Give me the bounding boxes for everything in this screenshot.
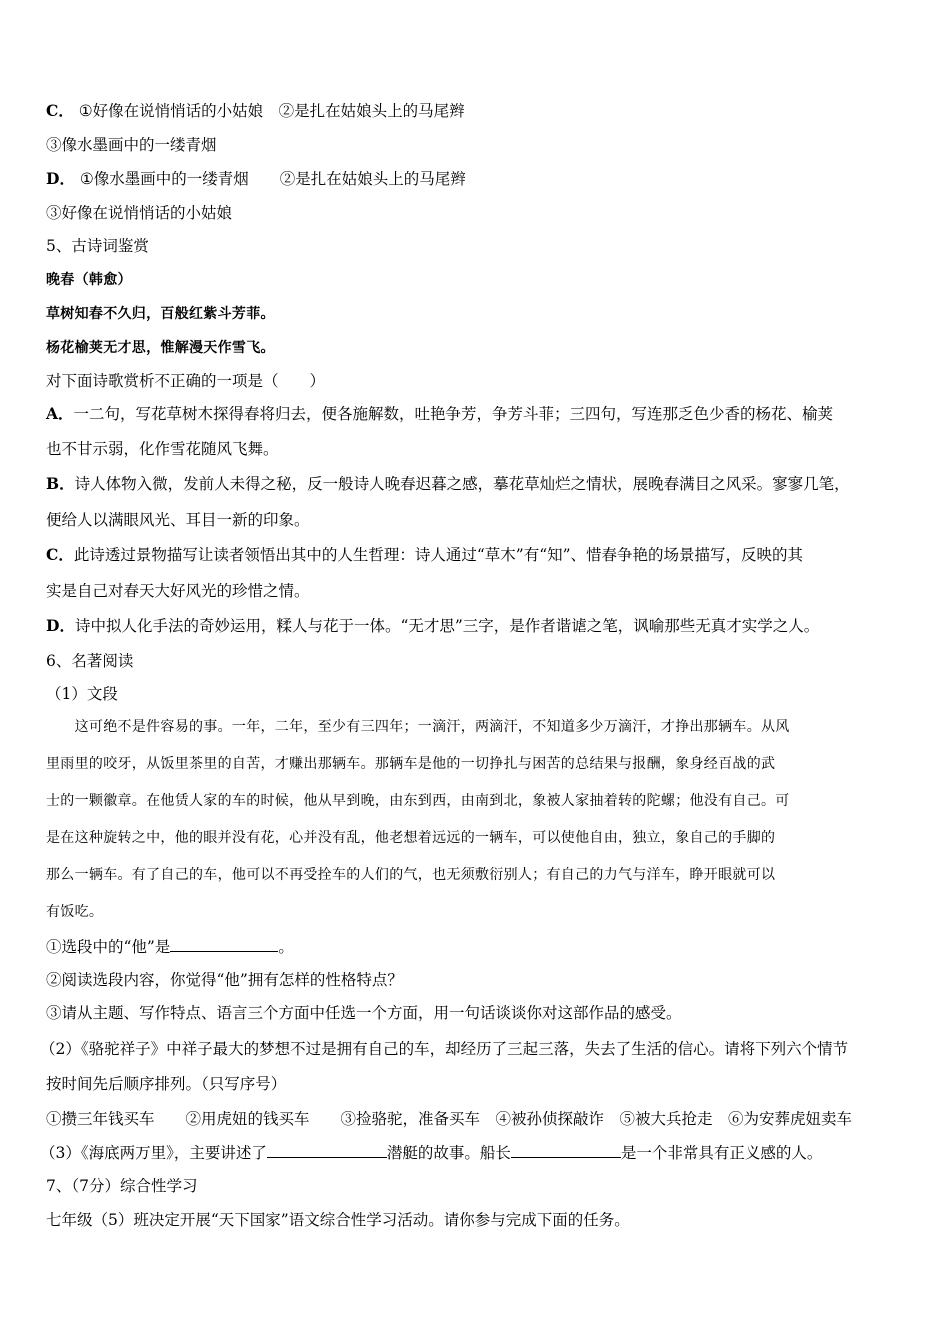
q5-option-c-line1 bbox=[46, 544, 904, 566]
q6-part1-label: （1）文段 bbox=[46, 685, 118, 703]
q6-part2-events: ①攒三年钱买车 ②用虎妞的钱买车 ③捡骆驼，准备买车 ④被孙侦探敲诈 ⑤被大兵抢走 ⑥为安葬虎妞卖车 bbox=[46, 1110, 853, 1128]
excerpt-line-5: 那么一辆车。有了自己的车，他可以不再受拴车的人们的气，也无须敷衍别人；有自己的力气与洋车，睁开眼就可以 bbox=[46, 867, 776, 883]
q6-heading: 6、名著阅读 bbox=[46, 652, 134, 670]
part3-text: （3）《海底两万里》，主要讲述了 bbox=[40, 1144, 267, 1162]
q5-option-d-line1 bbox=[46, 615, 904, 637]
option-text: 诗人体物入微，发前人未得之秘，反一般诗人晚春迟暮之感，摹花草灿烂之情状，展晚春满目之风采。寥寥几笔， bbox=[74, 475, 850, 493]
q4-option-c-line1 bbox=[46, 100, 904, 122]
part3-text: 潜艇的故事。船长 bbox=[386, 1144, 511, 1162]
q6-part2-line2: 按时间先后顺序排列。（只写序号） bbox=[46, 1075, 287, 1093]
excerpt-line-4: 是在这种旋转之中，他的眼并没有花，心并没有乱，他老想着远远的一辆车，可以使他自由，独立，象自己的手脚的 bbox=[46, 830, 776, 846]
q6-part2-line1: （2）《骆驼祥子》中祥子最大的梦想不过是拥有自己的车，却经历了三起三落，失去了生活的信心。请将下列六个情节 bbox=[40, 1040, 849, 1058]
option-label: D． bbox=[46, 616, 75, 635]
option-text: 诗中拟人化手法的奇妙运用，糅人与花于一体。“无才思”三字，是作者谐谑之笔，讽喻那些无真才实学之人。 bbox=[74, 617, 820, 635]
q7-intro: 七年级（5）班决定开展“天下国家”语文综合性学习活动。请你参与完成下面的任务。 bbox=[46, 1211, 630, 1229]
excerpt-line-3: 士的一颗徽章。在他赁人家的车的时候，他从早到晚，由东到西，由南到北，象被人家抽着转的陀螺；他没有自己。可 bbox=[46, 793, 790, 809]
q4-option-c-line2: ③像水墨画中的一缕青烟 bbox=[46, 136, 217, 154]
option-label: B． bbox=[46, 474, 75, 493]
q5-heading: 5、古诗词鉴赏 bbox=[46, 237, 149, 255]
answer-blank[interactable] bbox=[170, 936, 278, 952]
answer-blank[interactable] bbox=[511, 1142, 621, 1158]
q5-option-b-line1 bbox=[46, 473, 904, 495]
excerpt-line-6: 有饭吃。 bbox=[46, 904, 104, 920]
sub-question-suffix: 。 bbox=[278, 938, 294, 956]
option-text: 此诗透过景物描写让读者领悟出其中的人生哲理：诗人通过“草木”有“知”、惜春争艳的场景描写，反映的其 bbox=[73, 546, 804, 564]
q7-heading: 7、（7分）综合性学习 bbox=[46, 1177, 198, 1195]
q4-option-d-line1 bbox=[46, 168, 904, 190]
q5-question: 对下面诗歌赏析不正确的一项是（ ） bbox=[46, 372, 326, 390]
poem-line-1: 草树知春不久归，百般红紫斗芳菲。 bbox=[46, 306, 275, 322]
poem-line-2: 杨花榆荚无才思，惟解漫天作雪飞。 bbox=[46, 340, 275, 356]
q4-option-d-line2: ③好像在说悄悄话的小姑娘 bbox=[46, 204, 233, 222]
sub-question-text: ①选段中的“他”是 bbox=[46, 938, 171, 956]
q5-option-c-line2: 实是自己对春天大好风光的珍惜之情。 bbox=[46, 582, 310, 600]
q5-option-a-line1 bbox=[46, 403, 904, 425]
option-label: C． bbox=[46, 101, 74, 120]
option-label: D． bbox=[46, 169, 75, 188]
excerpt-line-2: 里雨里的咬牙，从饭里茶里的自苦，才赚出那辆车。那辆车是他的一切挣扎与困苦的总结果与报酬，象身经百战的武 bbox=[46, 756, 776, 772]
answer-blank[interactable] bbox=[267, 1142, 387, 1158]
q6-part3 bbox=[40, 1142, 904, 1164]
q6-sub1 bbox=[46, 936, 904, 958]
q5-option-b-line2: 便给人以满眼风光、耳目一新的印象。 bbox=[46, 511, 310, 529]
option-text: 一二句，写花草树木探得春将归去，便各施解数，吐艳争芳，争芳斗菲；三四句，写连那乏色少香的杨花、榆荚 bbox=[73, 405, 834, 423]
option-label: A． bbox=[46, 404, 74, 423]
part3-text: 是一个非常具有正义感的人。 bbox=[620, 1144, 823, 1162]
option-label: C． bbox=[46, 545, 74, 564]
excerpt-line-1: 这可绝不是件容易的事。一年，二年，至少有三四年；一滴汗，两滴汗，不知道多少万滴汗，才挣出那辆车。从风 bbox=[46, 719, 790, 735]
q6-sub2: ②阅读选段内容，你觉得“他”拥有怎样的性格特点？ bbox=[46, 971, 403, 989]
q6-sub3: ③请从主题、写作特点、语言三个方面中任选一个方面，用一句话谈谈你对这部作品的感受。 bbox=[46, 1004, 682, 1022]
poem-title: 晚春（韩愈） bbox=[46, 272, 132, 288]
option-text: ①好像在说悄悄话的小姑娘 ②是扎在姑娘头上的马尾辫 bbox=[78, 102, 465, 120]
option-text: ①像水墨画中的一缕青烟 ②是扎在姑娘头上的马尾辫 bbox=[79, 170, 466, 188]
q5-option-a-line2: 也不甘示弱，化作雪花随风飞舞。 bbox=[46, 440, 279, 458]
